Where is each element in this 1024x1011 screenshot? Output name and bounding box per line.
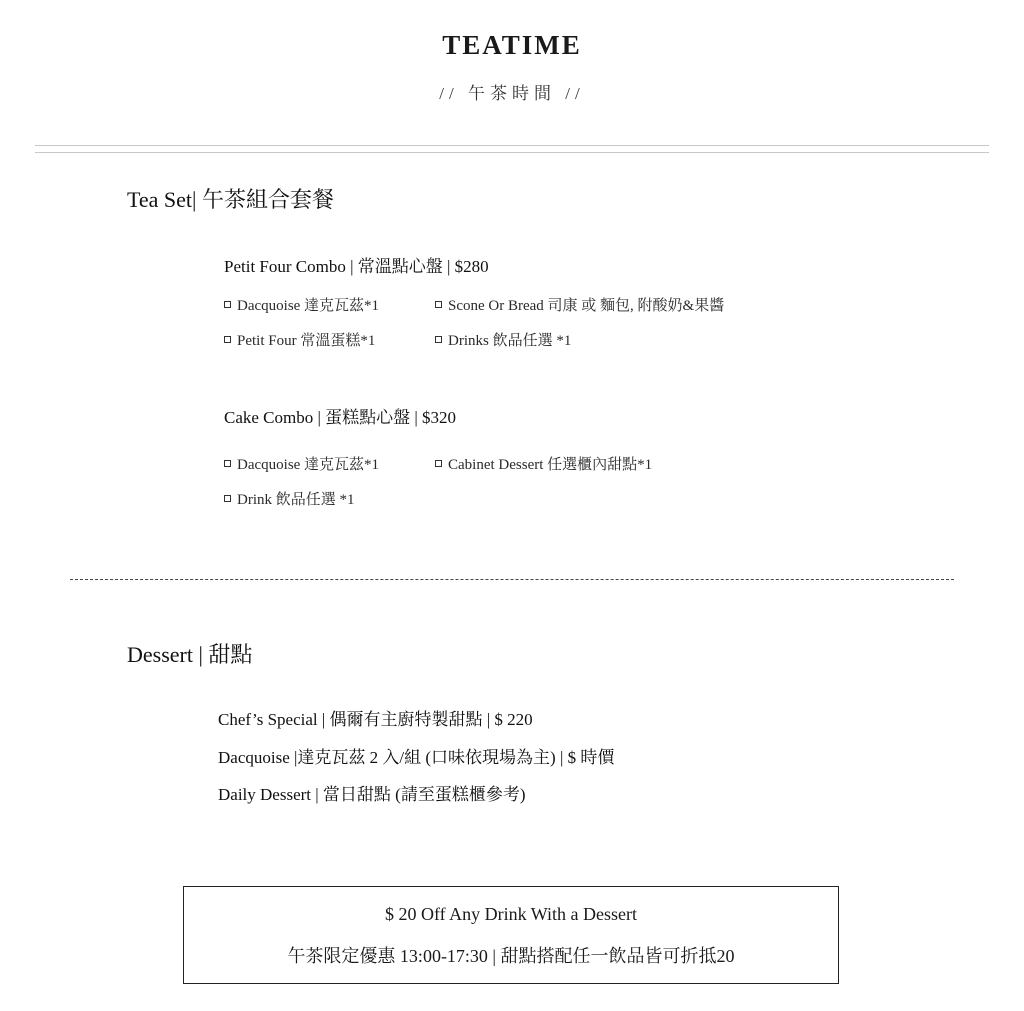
square-bullet-icon — [435, 336, 442, 343]
item-label: Dacquoise 達克瓦茲*1 — [237, 457, 380, 473]
promo-line-chinese: 午茶限定優惠 13:00-17:30 | 甜點搭配任一飲品皆可折抵20 — [287, 946, 735, 966]
tea-set-heading: Tea Set| 午茶組合套餐 — [127, 187, 334, 212]
list-item — [224, 488, 355, 509]
list-item — [224, 294, 379, 315]
list-item — [224, 329, 375, 350]
menu-title: TEATIME — [442, 30, 582, 60]
item-label: Cabinet Dessert 任選櫃內甜點*1 — [448, 457, 653, 473]
header-divider-bottom — [35, 152, 989, 153]
cake-combo-title: Cake Combo | 蛋糕點心盤 | $320 — [224, 408, 457, 427]
dessert-line-daily-dessert: Daily Dessert | 當日甜點 (請至蛋糕櫃參考) — [218, 785, 526, 804]
item-label: Petit Four 常溫蛋糕*1 — [237, 333, 376, 349]
promo-line-english: $ 20 Off Any Drink With a Dessert — [384, 904, 638, 924]
list-item — [224, 453, 379, 474]
menu-subtitle: // 午茶時間 // — [439, 84, 585, 103]
square-bullet-icon — [224, 336, 231, 343]
square-bullet-icon — [224, 495, 231, 502]
list-item — [435, 294, 724, 315]
list-item — [435, 453, 652, 474]
square-bullet-icon — [435, 460, 442, 467]
item-label: Drinks 飲品任選 *1 — [448, 333, 572, 349]
item-label: Dacquoise 達克瓦茲*1 — [237, 298, 380, 314]
item-label: Drink 飲品任選 *1 — [237, 492, 355, 508]
promo-box — [183, 886, 839, 984]
dessert-heading: Dessert | 甜點 — [127, 642, 253, 667]
square-bullet-icon — [224, 301, 231, 308]
dessert-line-dacquoise: Dacquoise |達克瓦茲 2 入/組 (口味依現場為主) | $ 時價 — [218, 748, 615, 767]
list-item — [435, 329, 571, 350]
petit-four-combo-title: Petit Four Combo | 常溫點心盤 | $280 — [224, 257, 489, 276]
section-divider — [70, 579, 954, 580]
square-bullet-icon — [435, 301, 442, 308]
square-bullet-icon — [224, 460, 231, 467]
item-label: Scone Or Bread 司康 或 麵包, 附酸奶&果醬 — [448, 298, 725, 314]
header-divider-top — [35, 145, 989, 146]
dessert-line-chefs-special: Chef’s Special | 偶爾有主廚特製甜點 | $ 220 — [218, 710, 533, 729]
